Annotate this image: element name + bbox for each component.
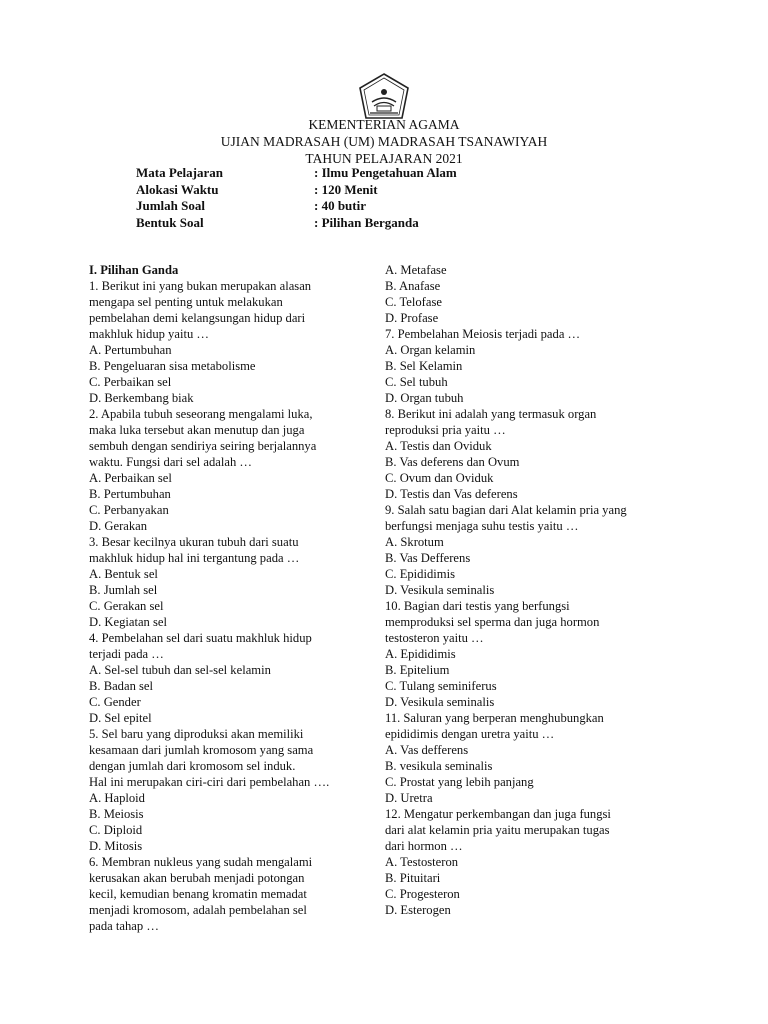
- question-line: 11. Saluran yang berperan menghubungkan: [385, 711, 604, 725]
- header-school-year: TAHUN PELAJARAN 2021: [305, 151, 463, 166]
- question-column-left: [89, 262, 381, 934]
- exam-info: [136, 165, 457, 231]
- question-line: mengapa sel penting untuk melakukan: [89, 295, 283, 309]
- question-line: A. Metafase: [385, 263, 447, 277]
- question-line: B. vesikula seminalis: [385, 759, 493, 773]
- question-line: 10. Bagian dari testis yang berfungsi: [385, 599, 570, 613]
- question-line: 7. Pembelahan Meiosis terjadi pada …: [385, 327, 581, 341]
- question-line: menjadi kromosom, adalah pembelahan sel: [89, 903, 307, 917]
- question-line: kecil, kemudian benang kromatin memadat: [89, 887, 307, 901]
- question-line: B. Badan sel: [89, 679, 154, 693]
- question-line: B. Vas deferens dan Ovum: [385, 455, 520, 469]
- question-line: A. Vas defferens: [385, 743, 469, 757]
- question-line: B. Pituitari: [385, 871, 441, 885]
- question-line: C. Ovum dan Oviduk: [385, 471, 494, 485]
- question-line: maka luka tersebut akan menutup dan juga: [89, 423, 305, 437]
- question-line: makhluk hidup yaitu …: [89, 327, 209, 341]
- question-line: epididimis dengan uretra yaitu …: [385, 727, 555, 741]
- question-line: A. Epididimis: [385, 647, 456, 661]
- question-line: waktu. Fungsi dari sel adalah …: [89, 455, 252, 469]
- question-line: C. Diploid: [89, 823, 143, 837]
- question-line: 9. Salah satu bagian dari Alat kelamin pria yang: [385, 503, 627, 517]
- question-line: B. Pertumbuhan: [89, 487, 171, 501]
- question-line: Hal ini merupakan ciri-ciri dari pembelahan ….: [89, 775, 330, 789]
- question-line: C. Gerakan sel: [89, 599, 164, 613]
- info-label: Bentuk Soal: [136, 214, 204, 230]
- question-line: C. Sel tubuh: [385, 375, 448, 389]
- question-line: C. Tulang seminiferus: [385, 679, 497, 693]
- info-row: [136, 198, 457, 215]
- question-line: sembuh dengan sendiriya seiring berjalannya: [89, 439, 317, 453]
- question-line: D. Vesikula seminalis: [385, 583, 495, 597]
- info-label: Mata Pelajaran: [136, 165, 224, 180]
- question-line: A. Haploid: [89, 791, 145, 805]
- question-line: pembelahan demi kelangsungan hidup dari: [89, 311, 306, 325]
- question-line: dengan jumlah dari kromosom sel induk.: [89, 759, 296, 773]
- question-line: D. Profase: [385, 311, 439, 325]
- info-label: Jumlah Soal: [136, 198, 205, 213]
- question-line: A. Pertumbuhan: [89, 343, 172, 357]
- question-line: pada tahap …: [89, 919, 159, 933]
- info-row: [136, 165, 457, 182]
- question-line: C. Perbanyakan: [89, 503, 169, 517]
- question-line: dari alat kelamin pria yaitu merupakan tugas: [385, 823, 610, 837]
- question-line: B. Pengeluaran sisa metabolisme: [89, 359, 256, 373]
- document-header: [0, 116, 768, 167]
- question-line: A. Testosteron: [385, 855, 459, 869]
- section-heading: I. Pilihan Ganda: [89, 263, 179, 277]
- info-row: [136, 182, 457, 199]
- info-value: : Pilihan Berganda: [314, 214, 419, 230]
- question-line: 8. Berikut ini adalah yang termasuk organ: [385, 407, 597, 421]
- question-line: A. Testis dan Oviduk: [385, 439, 492, 453]
- question-line: 6. Membran nukleus yang sudah mengalami: [89, 855, 313, 869]
- question-line: berfungsi menjaga suhu testis yaitu …: [385, 519, 579, 533]
- info-row: [136, 215, 457, 232]
- question-line: D. Sel epitel: [89, 711, 152, 725]
- question-column-right: [385, 262, 705, 918]
- question-line: D. Uretra: [385, 791, 433, 805]
- question-line: C. Telofase: [385, 295, 442, 309]
- question-line: 1. Berikut ini yang bukan merupakan alasan: [89, 279, 312, 293]
- question-line: dari hormon …: [385, 839, 463, 853]
- question-line: B. Sel Kelamin: [385, 359, 463, 373]
- question-line: A. Organ kelamin: [385, 343, 476, 357]
- question-line: D. Testis dan Vas deferens: [385, 487, 518, 501]
- question-line: A. Sel-sel tubuh dan sel-sel kelamin: [89, 663, 271, 677]
- question-line: D. Esterogen: [385, 903, 451, 917]
- question-line: terjadi pada …: [89, 647, 164, 661]
- header-ministry: KEMENTERIAN AGAMA: [308, 117, 460, 132]
- info-label: Alokasi Waktu: [136, 181, 219, 197]
- question-line: D. Vesikula seminalis: [385, 695, 495, 709]
- question-line: B. Vas Defferens: [385, 551, 471, 565]
- question-line: 2. Apabila tubuh seseorang mengalami luka,: [89, 407, 313, 421]
- info-value: : Ilmu Pengetahuan Alam: [314, 165, 457, 180]
- question-line: C. Progesteron: [385, 887, 460, 901]
- header-exam-title: UJIAN MADRASAH (UM) MADRASAH TSANAWIYAH: [220, 134, 548, 149]
- question-line: 5. Sel baru yang diproduksi akan memiliki: [89, 727, 304, 741]
- question-line: makhluk hidup hal ini tergantung pada …: [89, 551, 300, 565]
- question-line: A. Perbaikan sel: [89, 471, 172, 485]
- question-line: 12. Mengatur perkembangan dan juga fungsi: [385, 807, 611, 821]
- question-line: kerusakan akan berubah menjadi potongan: [89, 871, 305, 885]
- question-line: B. Epitelium: [385, 663, 450, 677]
- info-value: : 40 butir: [314, 198, 366, 213]
- ministry-logo: [358, 72, 410, 122]
- question-line: A. Bentuk sel: [89, 567, 158, 581]
- question-line: B. Meiosis: [89, 807, 144, 821]
- question-line: C. Prostat yang lebih panjang: [385, 775, 534, 789]
- question-line: kesamaan dari jumlah kromosom yang sama: [89, 743, 314, 757]
- info-value: : 120 Menit: [314, 181, 378, 197]
- question-line: C. Epididimis: [385, 567, 455, 581]
- question-line: B. Jumlah sel: [89, 583, 158, 597]
- question-line: C. Perbaikan sel: [89, 375, 172, 389]
- question-line: D. Mitosis: [89, 839, 143, 853]
- question-line: D. Kegiatan sel: [89, 615, 167, 629]
- question-line: 4. Pembelahan sel dari suatu makhluk hidup: [89, 631, 312, 645]
- question-line: memproduksi sel sperma dan juga hormon: [385, 615, 600, 629]
- question-line: D. Gerakan: [89, 519, 148, 533]
- question-line: B. Anafase: [385, 279, 441, 293]
- question-line: D. Berkembang biak: [89, 391, 194, 405]
- question-line: testosteron yaitu …: [385, 631, 484, 645]
- question-line: A. Skrotum: [385, 535, 444, 549]
- question-line: 3. Besar kecilnya ukuran tubuh dari suatu: [89, 535, 299, 549]
- question-line: reproduksi pria yaitu …: [385, 423, 506, 437]
- question-line: C. Gender: [89, 695, 141, 709]
- question-line: D. Organ tubuh: [385, 391, 464, 405]
